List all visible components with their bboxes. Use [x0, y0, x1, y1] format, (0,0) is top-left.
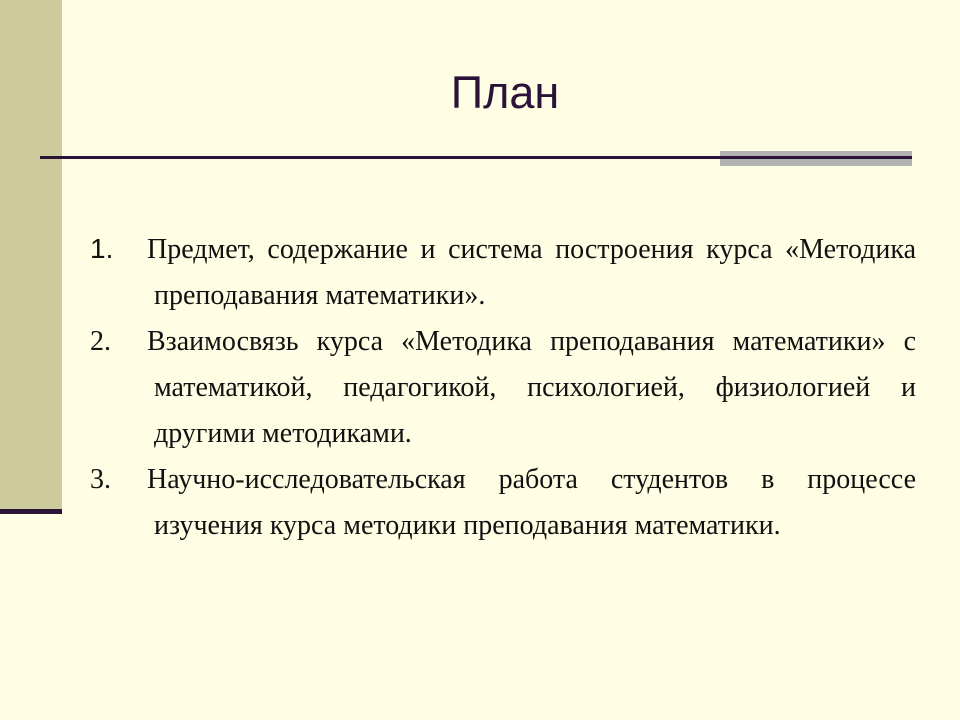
- side-accent-line: [0, 509, 62, 514]
- plan-item-1: [90, 226, 916, 319]
- plan-item-2: [90, 319, 916, 457]
- plan-item-number: 3.: [90, 464, 111, 495]
- plan-item-3: [90, 457, 916, 549]
- plan-item-number: 1.: [90, 233, 114, 264]
- plan-list: [90, 226, 916, 549]
- plan-item-text: Взаимосвязь курса «Методика преподавания математики» с математикой, педагогикой, психологией, физиологией и другими методиками.: [147, 326, 916, 449]
- title-divider-accent: [720, 151, 912, 166]
- plan-item-text: Предмет, содержание и система построения курса «Методика преподавания математики».: [147, 234, 916, 311]
- slide-title: План: [450, 67, 560, 118]
- plan-item-number: 2.: [90, 326, 111, 357]
- plan-item-text: Научно-исследовательская работа студентов в процессе изучения курса методики преподавания математики.: [147, 464, 916, 541]
